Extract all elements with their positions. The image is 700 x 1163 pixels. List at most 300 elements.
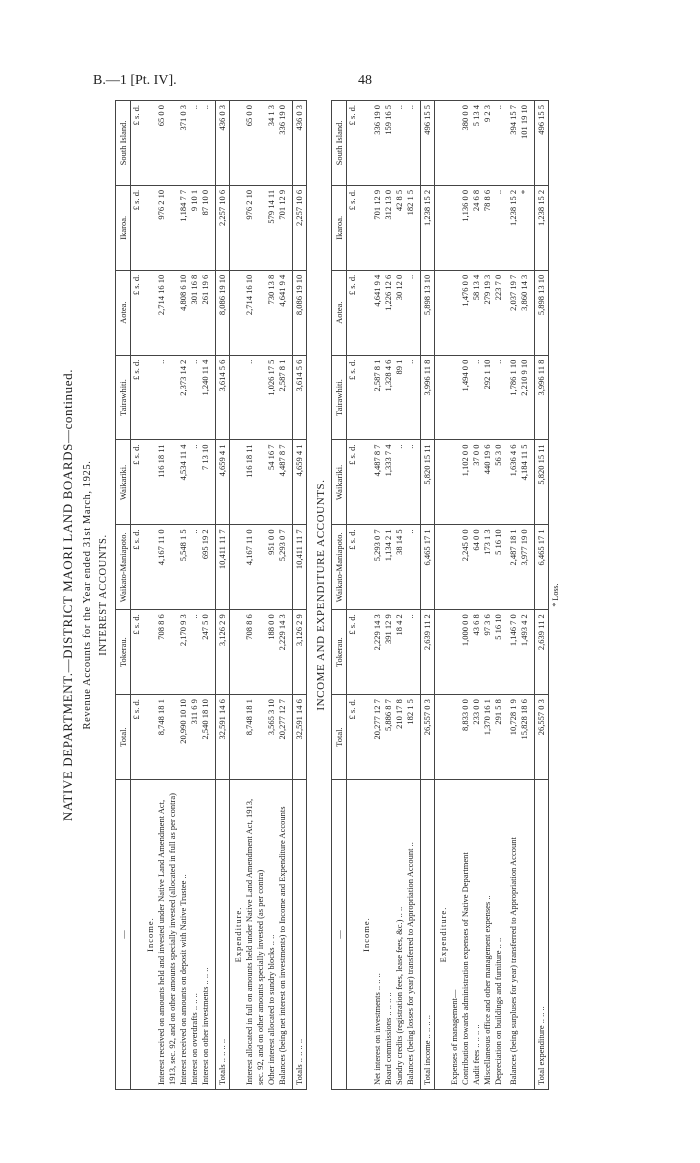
cell-value: 261 19 6 [200, 270, 211, 355]
table-header-row [332, 101, 347, 1090]
cell-value: 5,293 0 7 [277, 525, 288, 610]
table-header-row [116, 101, 131, 1090]
row-label [519, 780, 530, 1090]
column-header: South Island. [332, 101, 347, 186]
table-row [372, 101, 383, 1090]
cell-value: 18 4 2 [394, 610, 405, 695]
row-label: Expenditure. [435, 780, 450, 1090]
column-header: Aotea. [332, 270, 347, 355]
cell-value: .. [189, 355, 200, 440]
column-header: Ikaroa. [116, 185, 131, 270]
cell-value: .. [394, 440, 405, 525]
cell-value: .. [244, 355, 266, 440]
cell-value: 5 16 10 [493, 525, 504, 610]
cell-value: 4,641 9 4 [277, 270, 288, 355]
total-row [535, 101, 549, 1090]
cell-value: 2,587 8 1 [277, 355, 288, 440]
cell-value: 78 8 6 [482, 185, 493, 270]
cell-value: 26,557 0 3 [421, 695, 435, 780]
column-header: Total. [116, 695, 131, 780]
cell-value: 1,370 16 1 [482, 695, 493, 780]
cell-value: 301 16 8 [189, 270, 200, 355]
row-label: Interest received on amounts held and invested under Native Land Amendment Act, 1913, sec. 92, and on other amounts specially invested (allocated in full as per contra) [156, 780, 178, 1090]
cell-value: 4,641 9 4 [372, 270, 383, 355]
row-label: Totals .. .. .. .. [216, 780, 230, 1090]
cell-value: .. [200, 101, 211, 186]
table-row [277, 101, 288, 1090]
cell-value: .. [189, 101, 200, 186]
page-number: 48 [358, 73, 372, 88]
column-header: Total. [332, 695, 347, 780]
cell-value [449, 610, 460, 695]
cell-value: .. [405, 270, 416, 355]
total-row [421, 101, 435, 1090]
cell-value: 3,996 11 8 [535, 355, 549, 440]
cell-value: 8,748 18 1 [244, 695, 266, 780]
cell-value [230, 101, 245, 186]
column-header: Tairawhiti. [332, 355, 347, 440]
cell-value: 1,238 15 2 [535, 185, 549, 270]
cell-value: 5,820 15 11 [421, 440, 435, 525]
cell-value: 291 5 8 [493, 695, 504, 780]
cell-value: 1,476 0 0 [460, 270, 471, 355]
cell-value [230, 695, 245, 780]
cell-value [358, 185, 372, 270]
currency-cell: £ s. d. [347, 270, 359, 355]
row-label: Interest on overdrafts .. .. .. [189, 780, 200, 1090]
currency-cell: £ s. d. [347, 525, 359, 610]
cell-value [142, 525, 156, 610]
cell-value: 42 8 5 [394, 185, 405, 270]
row-label: Sundry credits (registration fees, lease fees, &c.) .. .. [394, 780, 405, 1090]
cell-value: 695 19 2 [200, 525, 211, 610]
table-row [405, 101, 416, 1090]
cell-value: 2,639 11 2 [535, 610, 549, 695]
row-label: Income. [142, 780, 156, 1090]
cell-value: .. [405, 440, 416, 525]
cell-value [435, 525, 450, 610]
currency-cell: £ s. d. [131, 185, 143, 270]
cell-value [435, 695, 450, 780]
cell-value: 1,493 4 2 [519, 610, 530, 695]
cell-value: 5,293 0 7 [372, 525, 383, 610]
currency-cell: £ s. d. [131, 270, 143, 355]
cell-value: 2,257 10 6 [293, 185, 307, 270]
column-header: — [332, 780, 347, 1090]
cell-value: 4,808 6 10 [178, 270, 189, 355]
currency-row [347, 101, 359, 1090]
table-row [383, 101, 394, 1090]
total-row [216, 101, 230, 1090]
row-label: Totals .. .. .. .. [293, 780, 307, 1090]
cell-value: .. [405, 525, 416, 610]
row-label: Interest on other investments .. .. .. [200, 780, 211, 1090]
rotated-content [60, 100, 630, 1090]
cell-value: 3,126 2 9 [216, 610, 230, 695]
cell-value: 65 0 0 [244, 101, 266, 186]
cell-value: 56 3 0 [493, 440, 504, 525]
currency-cell: £ s. d. [131, 695, 143, 780]
currency-cell: £ s. d. [347, 355, 359, 440]
cell-value: .. [189, 525, 200, 610]
cell-value: .. [189, 440, 200, 525]
cell-value: 1,494 0 0 [460, 355, 471, 440]
currency-cell: £ s. d. [347, 610, 359, 695]
cell-value: 1,026 17 5 [266, 355, 277, 440]
cell-value: 279 19 3 [482, 270, 493, 355]
section-heading [358, 101, 372, 1090]
row-label: Balances (being surpluses for year) transferred to Appropriation Account [508, 780, 519, 1090]
cell-value: 20,277 12 7 [372, 695, 383, 780]
cell-value: 579 14 11 [266, 185, 277, 270]
column-header: Ikaroa. [332, 185, 347, 270]
cell-value: 3,996 11 8 [421, 355, 435, 440]
cell-value: 951 0 0 [266, 525, 277, 610]
cell-value: 2,487 18 1 [508, 525, 519, 610]
cell-value: 4,167 11 0 [156, 525, 178, 610]
cell-value: .. [471, 355, 482, 440]
cell-value: 436 0 3 [293, 101, 307, 186]
cell-value: 3,860 14 3 [519, 270, 530, 355]
cell-value: 101 19 10 [519, 101, 530, 186]
cell-value: 38 14 5 [394, 525, 405, 610]
cell-value: 1,238 15 2 [421, 185, 435, 270]
row-label: Miscellaneous office and other management expenses .. [482, 780, 493, 1090]
cell-value: 37 0 0 [471, 440, 482, 525]
cell-value: 32,591 14 6 [216, 695, 230, 780]
cell-value: 496 15 5 [421, 101, 435, 186]
cell-value: 30 12 0 [394, 270, 405, 355]
cell-value: 24 6 8 [471, 185, 482, 270]
cell-value: 34 1 3 [266, 101, 277, 186]
currency-cell: £ s. d. [347, 101, 359, 186]
cell-value [230, 525, 245, 610]
cell-value: 496 15 5 [535, 101, 549, 186]
cell-value: 8,086 19 10 [293, 270, 307, 355]
column-header: Waikato-Maniapoto. [332, 525, 347, 610]
column-header: — [116, 780, 131, 1090]
table-row [482, 101, 493, 1090]
row-label: Audit fees .. .. .. .. [471, 780, 482, 1090]
cell-value: 1,636 4 6 [508, 440, 519, 525]
cell-value: 1,000 0 0 [460, 610, 471, 695]
cell-value: 8,748 18 1 [156, 695, 178, 780]
row-label: Net interest on investments .. .. .. [372, 780, 383, 1090]
cell-value: 43 6 8 [471, 610, 482, 695]
row-label: Interest allocated in full on amounts held under Native Land Amendment Act, 1913, sec. 92, and on other amounts specially invested (as per contra) [244, 780, 266, 1090]
footnote: * Loss. [551, 583, 560, 607]
column-header: Waikariki. [116, 440, 131, 525]
cell-value: 1,136 0 0 [460, 185, 471, 270]
cell-value: 391 12 9 [383, 610, 394, 695]
cell-value: 6,465 17 1 [421, 525, 435, 610]
currency-cell: £ s. d. [131, 101, 143, 186]
cell-value: 89 1 [394, 355, 405, 440]
column-header: Tokerau. [332, 610, 347, 695]
currency-row [131, 101, 143, 1090]
cell-value: 58 13 4 [471, 270, 482, 355]
cell-value: 87 10 0 [200, 185, 211, 270]
cell-value: 380 0 0 [460, 101, 471, 186]
table-row [200, 101, 211, 1090]
cell-value: 2,587 8 1 [372, 355, 383, 440]
table-row [189, 101, 200, 1090]
cell-value: 708 8 6 [156, 610, 178, 695]
section-heading [230, 101, 245, 1090]
currency-cell: £ s. d. [131, 355, 143, 440]
cell-value: 188 0 0 [266, 610, 277, 695]
cell-value [449, 101, 460, 186]
cell-value: .. [405, 355, 416, 440]
row-label: Depreciation on buildings and furniture .. .. [493, 780, 504, 1090]
cell-value: 3,614 5 6 [216, 355, 230, 440]
cell-value: 10,411 11 7 [216, 525, 230, 610]
cell-value [435, 101, 450, 186]
cell-value: 976 2 10 [244, 185, 266, 270]
cell-value: 7 13 10 [200, 440, 211, 525]
currency-cell: £ s. d. [131, 610, 143, 695]
table-row [244, 101, 266, 1090]
section-title-income-expenditure: INCOME AND EXPENDITURE ACCOUNTS. [315, 479, 327, 711]
currency-cell: £ s. d. [347, 695, 359, 780]
cell-value: * [519, 185, 530, 270]
cell-value: 65 0 0 [156, 101, 178, 186]
cell-value: 2,540 18 10 [200, 695, 211, 780]
cell-value: 1,184 7 7 [178, 185, 189, 270]
income-expenditure-table [331, 100, 549, 1090]
cell-value [142, 185, 156, 270]
cell-value: 32,591 14 6 [293, 695, 307, 780]
cell-value: 5,820 15 11 [535, 440, 549, 525]
cell-value [435, 610, 450, 695]
cell-value: 4,534 11 4 [178, 440, 189, 525]
cell-value: 116 18 11 [156, 440, 178, 525]
cell-value: 5,898 13 10 [421, 270, 435, 355]
cell-value: 3,977 19 0 [519, 525, 530, 610]
cell-value [435, 270, 450, 355]
row-label: Interest received on amounts on deposit with Native Trustee .. [178, 780, 189, 1090]
cell-value: 1,240 11 4 [200, 355, 211, 440]
subheading-row [449, 101, 460, 1090]
row-label [131, 780, 143, 1090]
cell-value: 8,086 19 10 [216, 270, 230, 355]
cell-value [230, 185, 245, 270]
cell-value: 730 13 8 [266, 270, 277, 355]
cell-value: 4,659 4 1 [293, 440, 307, 525]
cell-value: 4,487 8 7 [277, 440, 288, 525]
cell-value [142, 610, 156, 695]
cell-value: 223 7 0 [493, 270, 504, 355]
cell-value [230, 610, 245, 695]
cell-value: 182 1 5 [405, 695, 416, 780]
cell-value: 233 0 0 [471, 695, 482, 780]
cell-value: 1,786 1 10 [508, 355, 519, 440]
row-label: Contribution towards administration expenses of Native Department [460, 780, 471, 1090]
cell-value [435, 440, 450, 525]
table-row [156, 101, 178, 1090]
cell-value: 10,728 1 9 [508, 695, 519, 780]
cell-value: 97 3 6 [482, 610, 493, 695]
cell-value: 182 1 5 [405, 185, 416, 270]
cell-value: .. [405, 610, 416, 695]
cell-value [230, 440, 245, 525]
cell-value: 5 16 10 [493, 610, 504, 695]
currency-cell: £ s. d. [131, 525, 143, 610]
row-label: Expenditure. [230, 780, 245, 1090]
section-title-interest: INTEREST ACCOUNTS. [98, 534, 109, 656]
cell-value: 708 8 6 [244, 610, 266, 695]
cell-value: 2,714 16 10 [244, 270, 266, 355]
cell-value: 976 2 10 [156, 185, 178, 270]
interest-accounts-table [115, 100, 307, 1090]
cell-value: 1,328 4 6 [383, 355, 394, 440]
table-row [460, 101, 471, 1090]
cell-value: 4,184 11 5 [519, 440, 530, 525]
cell-value: 440 19 6 [482, 440, 493, 525]
cell-value [142, 355, 156, 440]
cell-value: 6,465 17 1 [535, 525, 549, 610]
cell-value: 2,170 9 3 [178, 610, 189, 695]
cell-value: 8,833 0 0 [460, 695, 471, 780]
table-row [178, 101, 189, 1090]
document-title: NATIVE DEPARTMENT.—DISTRICT MAORI LAND BOARDS—continued. [60, 368, 75, 822]
cell-value: 10,411 11 7 [293, 525, 307, 610]
cell-value: 247 5 0 [200, 610, 211, 695]
cell-value: 371 0 3 [178, 101, 189, 186]
cell-value: 64 0 0 [471, 525, 482, 610]
cell-value [358, 270, 372, 355]
cell-value: 2,257 10 6 [216, 185, 230, 270]
cell-value: 311 6 9 [189, 695, 200, 780]
cell-value: .. [189, 610, 200, 695]
cell-value: 292 1 10 [482, 355, 493, 440]
cell-value: 54 16 7 [266, 440, 277, 525]
cell-value [358, 355, 372, 440]
cell-value: .. [493, 185, 504, 270]
cell-value: 2,245 0 0 [460, 525, 471, 610]
cell-value: 2,639 11 2 [421, 610, 435, 695]
cell-value: 312 13 0 [383, 185, 394, 270]
cell-value [142, 440, 156, 525]
column-header: Aotea. [116, 270, 131, 355]
page-header-left: B.—1 [Pt. IV]. [93, 73, 177, 88]
column-header: Waikariki. [332, 440, 347, 525]
cell-value [449, 355, 460, 440]
cell-value: 2,373 14 2 [178, 355, 189, 440]
cell-value [358, 525, 372, 610]
cell-value: 5,898 13 10 [535, 270, 549, 355]
cell-value: .. [156, 355, 178, 440]
cell-value: 210 17 8 [394, 695, 405, 780]
section-heading [435, 101, 450, 1090]
column-header: Tokerau. [116, 610, 131, 695]
cell-value: 15,828 18 6 [519, 695, 530, 780]
cell-value [230, 270, 245, 355]
cell-value: 4,659 4 1 [216, 440, 230, 525]
cell-value [142, 101, 156, 186]
cell-value: 3,614 5 6 [293, 355, 307, 440]
cell-value: 1,134 2 1 [383, 525, 394, 610]
cell-value: 9 10 1 [189, 185, 200, 270]
cell-value [142, 695, 156, 780]
column-header: Waikato-Maniapoto. [116, 525, 131, 610]
total-row [293, 101, 307, 1090]
cell-value [449, 270, 460, 355]
row-label: Total expenditure .. .. .. [535, 780, 549, 1090]
table-row [471, 101, 482, 1090]
cell-value: 116 18 11 [244, 440, 266, 525]
currency-cell: £ s. d. [347, 440, 359, 525]
cell-value [449, 185, 460, 270]
cell-value: 3,126 2 9 [293, 610, 307, 695]
cell-value [449, 695, 460, 780]
cell-value: 2,229 14 3 [372, 610, 383, 695]
currency-cell: £ s. d. [347, 185, 359, 270]
cell-value: 336 19 0 [372, 101, 383, 186]
cell-value: 4,167 11 0 [244, 525, 266, 610]
cell-value: 701 12 9 [277, 185, 288, 270]
cell-value [358, 695, 372, 780]
cell-value: 701 12 9 [372, 185, 383, 270]
table-row [493, 101, 504, 1090]
row-label: Balances (being losses for year) transferred to Appropriation Account .. [405, 780, 416, 1090]
cell-value: 336 19 0 [277, 101, 288, 186]
row-label: Expenses of management— [449, 780, 460, 1090]
row-label: Other interest allocated to sundry blocks .. .. [266, 780, 277, 1090]
cell-value: 20,990 10 10 [178, 695, 189, 780]
cell-value [142, 270, 156, 355]
row-label [347, 780, 359, 1090]
row-label: Income. [358, 780, 372, 1090]
cell-value [358, 101, 372, 186]
cell-value: 4,487 8 7 [372, 440, 383, 525]
cell-value: 3,565 3 10 [266, 695, 277, 780]
cell-value: 394 15 7 [508, 101, 519, 186]
cell-value [435, 185, 450, 270]
table-row [394, 101, 405, 1090]
cell-value: 436 0 3 [216, 101, 230, 186]
cell-value: .. [394, 101, 405, 186]
cell-value: 5 13 4 [471, 101, 482, 186]
cell-value: .. [493, 101, 504, 186]
section-heading [142, 101, 156, 1090]
cell-value: .. [405, 101, 416, 186]
currency-cell: £ s. d. [131, 440, 143, 525]
cell-value: 9 2 3 [482, 101, 493, 186]
cell-value: 2,210 9 10 [519, 355, 530, 440]
document-subtitle: Revenue Accounts for the Year ended 31st March, 1925. [82, 460, 93, 730]
table-row [508, 101, 519, 1090]
cell-value: 1,226 12 6 [383, 270, 394, 355]
cell-value [435, 355, 450, 440]
cell-value: 173 1 3 [482, 525, 493, 610]
cell-value: 1,102 0 0 [460, 440, 471, 525]
cell-value: 5,886 8 7 [383, 695, 394, 780]
table-row [519, 101, 530, 1090]
cell-value: 2,714 16 10 [156, 270, 178, 355]
cell-value: 5,548 1 5 [178, 525, 189, 610]
cell-value: 1,333 7 4 [383, 440, 394, 525]
table-row [266, 101, 277, 1090]
cell-value [230, 355, 245, 440]
cell-value: 1,238 15 2 [508, 185, 519, 270]
column-header: Tairawhiti. [116, 355, 131, 440]
cell-value [449, 440, 460, 525]
row-label: Total income .. .. .. .. [421, 780, 435, 1090]
row-label: Board commissions .. .. .. .. [383, 780, 394, 1090]
row-label: Balances (being net interest on investments) to Income and Expenditure Accounts [277, 780, 288, 1090]
cell-value: 2,037 19 7 [508, 270, 519, 355]
